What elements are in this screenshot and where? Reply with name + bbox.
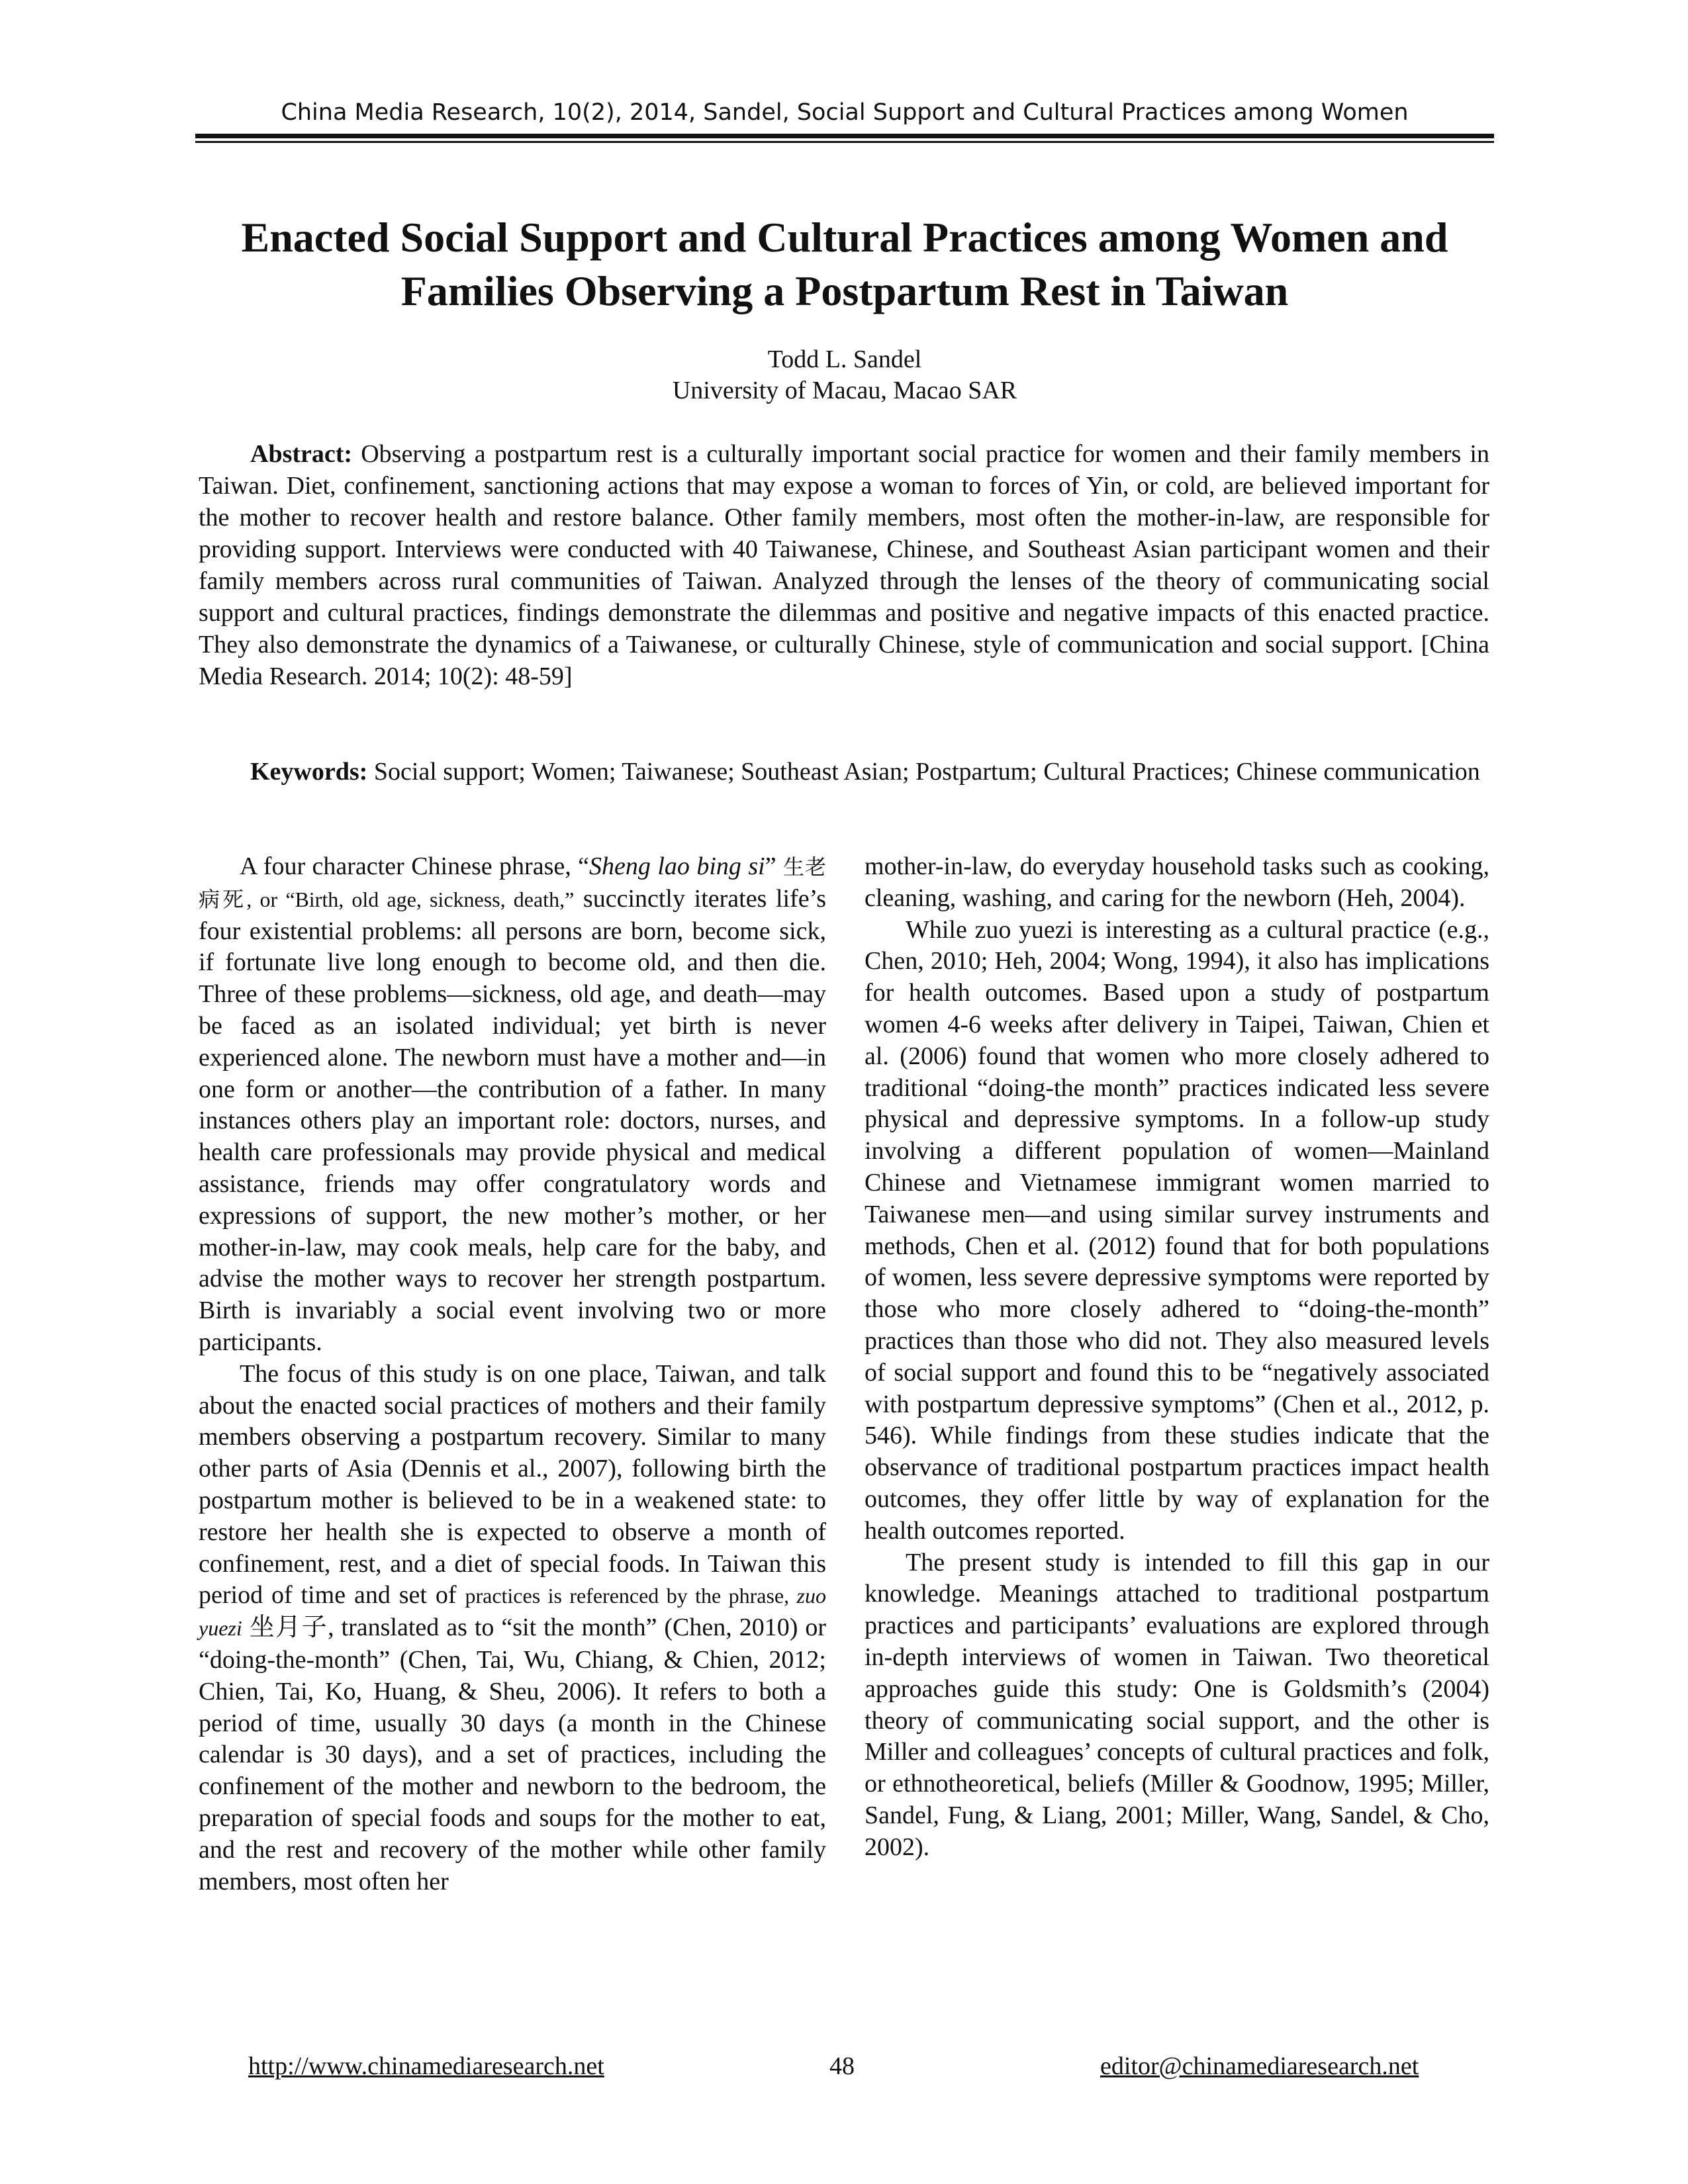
abstract-label: Abstract: [250, 440, 353, 468]
text-run: A four character Chinese phrase, “ [240, 852, 590, 880]
text-run: succinctly iterates life’s four existential problems: all persons are born, become sick, if fortunate live long enough to become old, and then die. Three of these problems—sickness, old age, and death—may be faced as an isolated individual; yet birth is never experienced alone. The newborn must have a mother and—in one form or another—the contribution of a father. In many instances others play an important role: doctors, nurses, and health care professionals may provide physical and medical assistance, friends may offer congratulatory words and expressions of support, the new mother’s mother, or her mother-in-law, may cook meals, help care for the baby, and advise the mother ways to recover her strength postpartum. Birth is invariably a social event involving two or more participants. [199, 884, 826, 1356]
header-rule-thin [195, 141, 1494, 143]
running-header: China Media Research, 10(2), 2014, Sandel, Social Support and Cultural Practices among Women [281, 99, 1409, 126]
footer-website-link[interactable]: http://www.chinamediaresearch.net [248, 2052, 604, 2080]
keywords [199, 756, 1489, 788]
italic-phrase: zuo yuezi [199, 1584, 826, 1641]
text-run: The focus of this study is on one place, Taiwan, and talk about the enacted social practices of mothers and their family members observing a postpartum recovery. Similar to many other parts of Asia (Dennis et al., 2007), following birth the postpartum mother is believed to be in a weakened state: to restore her health she is expected to observe a month of confinement, rest, and a diet of special foods. In Taiwan this period of time and set of [199, 1359, 826, 1610]
page-number: 48 [829, 2052, 855, 2080]
paragraph [199, 851, 826, 1359]
paragraph: The present study is intended to fill this gap in our knowledge. Meanings attached to traditional postpartum practices and participants’ evaluations are explored through in-depth interviews of women in Taiwan. Two theoretical approaches guide this study: One is Goldsmith’s (2004) theory of communicating social support, and the other is Miller and colleagues’ concepts of cultural practices and folk, or ethnotheoretical, beliefs (Miller & Goodnow, 1995; Miller, Sandel, Fung, & Liang, 2001; Miller, Wang, Sandel, & Cho, 2002). [865, 1548, 1489, 1861]
keywords-text: Social support; Women; Taiwanese; Southeast Asian; Postpartum; Cultural Practices; Chinese communication [367, 758, 1480, 786]
paper-title-line-1: Enacted Social Support and Cultural Practices among Women and [241, 214, 1448, 261]
text-run: practices is referenced by the phrase, [465, 1584, 797, 1608]
author-block [195, 344, 1494, 406]
keywords-label: Keywords: [250, 758, 368, 786]
chinese-phrase: 生老病死, or “Birth, old age, sickness, death,” [199, 855, 826, 911]
paragraph: While zuo yuezi is interesting as a cultural practice (e.g., Chen, 2010; Heh, 2004; Wong, 1994), it also has implications for health outcomes. Based upon a study of postpartum women 4-6 weeks after delivery in Taipei, Taiwan, Chien et al. (2006) found that women who more closely adhered to traditional “doing-the month” practices indicated less severe physical and depressive symptoms. In a follow-up study involving a different population of women—Mainland Chinese and Vietnamese immigrant women married to Taiwanese men—and using similar survey instruments and methods, Chen et al. (2012) found that for both populations of women, less severe depressive symptoms were reported by those who more closely adhered to “doing-the-month” practices than those who did not. They also measured levels of social support and found this to be “negatively associated with postpartum depressive symptoms” (Chen et al., 2012, p. 546). While findings from these studies indicate that the observance of traditional postpartum practices impact health outcomes, they offer little by way of explanation for the health outcomes reported. [865, 915, 1489, 1545]
paper-title [195, 210, 1494, 318]
footer-email-link[interactable]: editor@chinamediaresearch.net [1100, 2052, 1419, 2080]
italic-phrase: Sheng lao bing si [589, 852, 765, 880]
paragraph: mother-in-law, do everyday household tasks such as cooking, cleaning, washing, and caring for the newborn (Heh, 2004). [865, 852, 1489, 912]
header-rule-thick [195, 134, 1494, 138]
body-column-left [199, 851, 826, 1897]
abstract [199, 438, 1489, 692]
paragraph [199, 1359, 826, 1898]
body-column-right [865, 851, 1489, 1864]
author-affiliation: University of Macau, Macao SAR [672, 377, 1017, 404]
abstract-text: Observing a postpartum rest is a culturally important social practice for women and their family members in Taiwan. Diet, confinement, sanctioning actions that may expose a woman to forces of Yin, or cold, are believed important for the mother to recover health and restore balance. Other family members, most often the mother-in-law, are responsible for providing support. Interviews were conducted with 40 Taiwanese, Chinese, and Southeast Asian participant women and their family members across rural communities of Taiwan. Analyzed through the lenses of the theory of communicating social support and cultural practices, findings demonstrate the dilemmas and positive and negative impacts of this enacted practice. They also demonstrate the dynamics of a Taiwanese, or culturally Chinese, style of communication and social support. [China Media Research. 2014; 10(2): 48-59] [199, 440, 1489, 690]
text-run: translated as to “sit the month” (Chen, 2010) or “doing-the-month” (Chen, Tai, Wu, Chiang, & Chien, 2012; Chien, Tai, Ko, Huang, & Sheu, 2006). It refers to both a period of time, usually 30 days (a month in the Chinese calendar is 30 days), and a set of practices, including the confinement of the mother and newborn to the bedroom, the preparation of special foods and soups for the mother to eat, and the rest and recovery of the mother while other family members, most often her [199, 1614, 826, 1895]
author-name: Todd L. Sandel [767, 345, 922, 373]
paper-title-line-2: Families Observing a Postpartum Rest in Taiwan [400, 267, 1289, 314]
text-run: ” [765, 852, 784, 880]
chinese-phrase: 坐月子, [242, 1614, 334, 1642]
